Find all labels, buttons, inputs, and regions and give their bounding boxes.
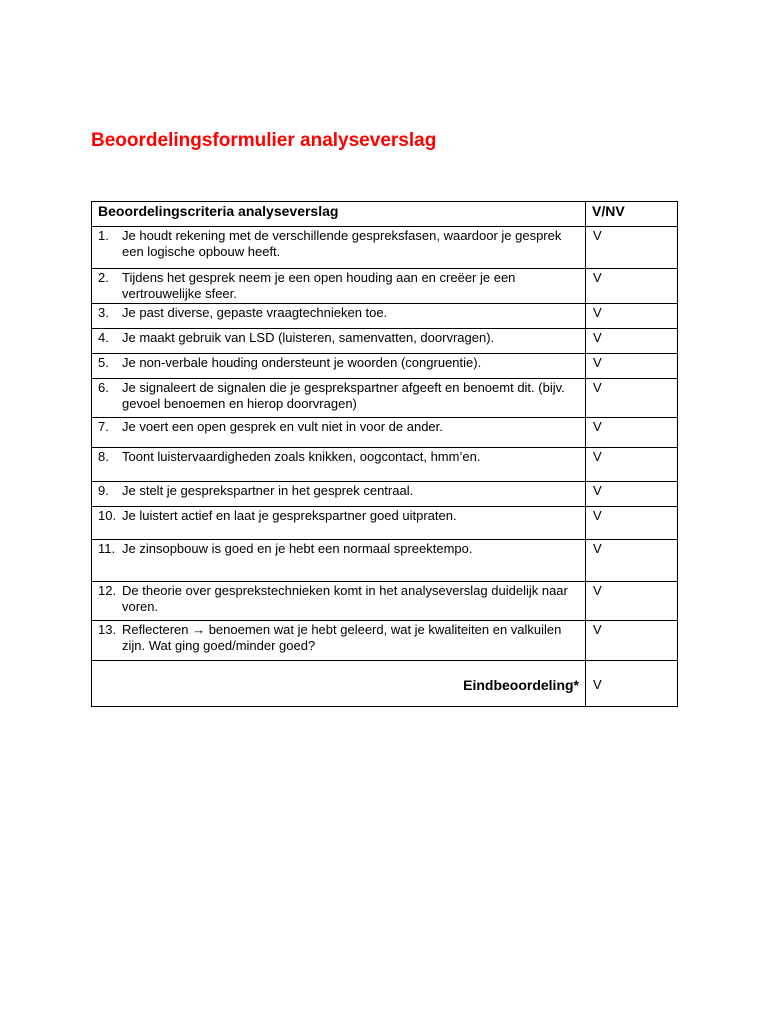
score-value: V (593, 449, 602, 464)
criterion-cell (92, 329, 586, 354)
criterion-text: Je maakt gebruik van LSD (luisteren, samenvatten, doorvragen). (122, 330, 495, 345)
criterion-text: Reflecteren → benoemen wat je hebt geleerd, wat je kwaliteiten en valkuilen zijn. Wat ging goed/minder goed? (122, 622, 562, 653)
table-row (92, 304, 678, 329)
table-row (92, 482, 678, 507)
criterion-text: Je non-verbale houding ondersteunt je woorden (congruentie). (122, 355, 482, 370)
criterion-text: Je signaleert de signalen die je gesprekspartner afgeeft en benoemt dit. (bijv. gevoel benoemen en hierop doorvragen) (122, 380, 565, 411)
criterion-cell (92, 540, 586, 582)
criterion-text: Je stelt je gesprekspartner in het gesprek centraal. (122, 483, 414, 498)
score-value: V (593, 483, 602, 498)
criterion-cell (92, 304, 586, 329)
criterion-number: 11. (98, 541, 116, 556)
score-value: V (593, 270, 602, 285)
score-cell (586, 482, 678, 507)
score-value: V (593, 508, 602, 523)
score-cell (586, 227, 678, 269)
table-row (92, 448, 678, 482)
table-row (92, 227, 678, 269)
score-cell (586, 582, 678, 621)
table-row (92, 582, 678, 621)
table-row (92, 540, 678, 582)
score-cell (586, 329, 678, 354)
criterion-number: 1. (98, 228, 109, 243)
criterion-text: Je luistert actief en laat je gesprekspartner goed uitpraten. (122, 508, 457, 523)
score-value: V (593, 305, 602, 320)
table-row (92, 329, 678, 354)
criterion-cell (92, 379, 586, 418)
table-row (92, 621, 678, 661)
criterion-text: Je voert een open gesprek en vult niet in voor de ander. (122, 419, 443, 434)
score-value: V (593, 541, 602, 556)
criteria-table (91, 201, 678, 707)
criterion-number: 7. (98, 419, 109, 434)
criterion-cell (92, 482, 586, 507)
criterion-number: 4. (98, 330, 109, 345)
score-cell (586, 621, 678, 661)
criterion-number: 10. (98, 508, 117, 523)
criterion-number: 8. (98, 449, 109, 464)
header-criteria: Beoordelingscriteria analyseverslag (92, 202, 586, 227)
score-cell (586, 354, 678, 379)
score-value: V (593, 355, 602, 370)
final-score-cell (586, 661, 678, 707)
criterion-cell (92, 354, 586, 379)
criterion-number: 5. (98, 355, 109, 370)
score-cell (586, 418, 678, 448)
score-value: V (593, 419, 602, 434)
criterion-cell (92, 507, 586, 540)
score-cell (586, 269, 678, 304)
score-cell (586, 507, 678, 540)
score-cell (586, 304, 678, 329)
criterion-text: De theorie over gesprekstechnieken komt in het analyseverslag duidelijk naar voren. (122, 583, 568, 614)
criterion-cell (92, 448, 586, 482)
criterion-number: 9. (98, 483, 109, 498)
score-cell (586, 448, 678, 482)
criterion-cell (92, 227, 586, 269)
criterion-number: 12. (98, 583, 117, 598)
final-row (92, 661, 678, 707)
criterion-cell (92, 621, 586, 661)
score-value: V (593, 380, 602, 395)
header-score: V/NV (586, 202, 678, 227)
criterion-number: 13. (98, 622, 117, 637)
score-cell (586, 540, 678, 582)
table-row (92, 354, 678, 379)
criterion-text: Je past diverse, gepaste vraagtechnieken toe. (122, 305, 388, 320)
criterion-text: Toont luistervaardigheden zoals knikken, oogcontact, hmm’en. (122, 449, 481, 464)
criterion-number: 2. (98, 270, 109, 285)
table-row (92, 269, 678, 304)
criterion-number: 3. (98, 305, 109, 320)
table-row (92, 507, 678, 540)
score-value: V (593, 583, 602, 598)
table-header-row (92, 202, 678, 227)
criterion-text: Je houdt rekening met de verschillende gespreksfasen, waardoor je gesprek een logische opbouw heeft. (122, 228, 562, 259)
score-value: V (593, 228, 602, 243)
criterion-text: Tijdens het gesprek neem je een open houding aan en creëer je een vertrouwelijke sfeer. (122, 270, 516, 301)
score-cell (586, 379, 678, 418)
criterion-cell (92, 269, 586, 304)
table-row (92, 379, 678, 418)
score-value: V (593, 330, 602, 345)
score-value: V (593, 622, 602, 637)
criterion-number: 6. (98, 380, 109, 395)
table-row (92, 418, 678, 448)
criterion-text: Je zinsopbouw is goed en je hebt een normaal spreektempo. (122, 541, 473, 556)
final-label-cell (92, 661, 586, 707)
final-score: V (593, 677, 602, 692)
criterion-cell (92, 418, 586, 448)
criterion-cell (92, 582, 586, 621)
document-title: Beoordelingsformulier analyseverslag (91, 130, 437, 151)
final-label: Eindbeoordeling* (463, 677, 579, 693)
